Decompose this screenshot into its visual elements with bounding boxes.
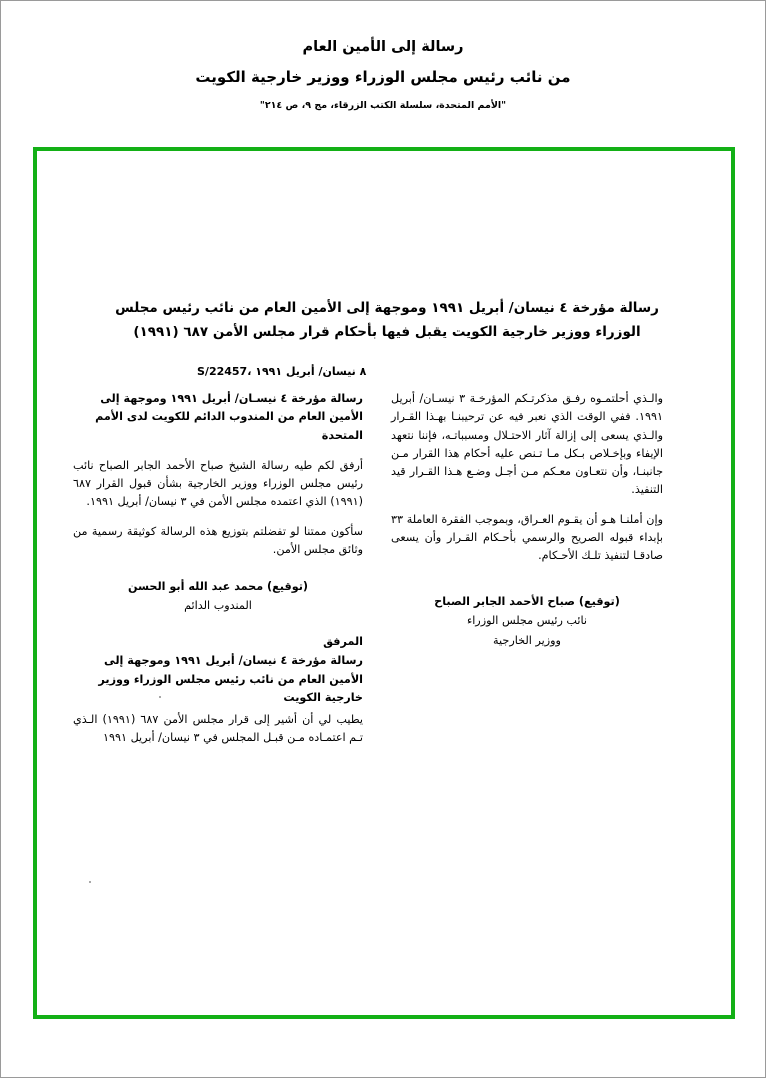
scan-artifact-dot-2: [89, 881, 91, 883]
document-date: ٨ نيسان/ أبريل ١٩٩١: [255, 365, 367, 379]
left-signature-name: (توقيع) صباح الأحمد الجابر الصباح: [434, 594, 620, 608]
right-signature-role: المندوب الدائم: [184, 599, 252, 613]
document-header: [1, 1, 765, 111]
right-column-heading: رسالة مؤرخة ٤ نيسـان/ أبريل ١٩٩١ وموجهة إلى الأمين العام من المندوب الدائم للكويت لدى الأمم المتحدة: [95, 392, 363, 442]
green-border-frame: [33, 147, 735, 1019]
header-source-citation: "الأمم المتحدة، سلسلة الكتب الزرقاء، مج ٩، ص ٢١٤": [259, 100, 507, 111]
left-column-signature: [391, 592, 663, 651]
scan-artifact-dot-1: [159, 696, 161, 698]
annex-body: يطيب لي أن أشير إلى قرار مجلس الأمن ٦٨٧ (١٩٩١) الـذي تـم اعتمـاده مـن قبـل المجلس في ٣ نيسان/ أبريل ١٩٩١: [73, 712, 363, 744]
document-symbol: S/22457: [197, 365, 248, 379]
left-column: [391, 390, 663, 759]
left-signature-role-2: ووزير الخارجية: [493, 633, 561, 647]
left-column-paragraph-2: وإن أملنـا هـو أن يقـوم العـراق، وبموجب الفقرة العاملة ٣٣ بإبداء قبوله الصريح والرسمي بأحـكام القـرار وأن يسعى صادقـا لتنفيذ تلـك الأحـكام.: [391, 513, 663, 563]
document-symbol-line: S/22457، ٨ نيسان/ أبريل ١٩٩١: [197, 365, 367, 379]
two-column-body: [67, 390, 707, 759]
right-column-paragraph-2: سأكون ممتنا لو تفضلتم بتوزيع هذه الرسالة كوثيقة رسمية من وثائق مجلس الأمن.: [73, 525, 363, 557]
document-title: رسالة مؤرخة ٤ نيسان/ أبريل ١٩٩١ وموجهة إلى الأمين العام من نائب رئيس مجلس الوزراء ووزير خارجية الكويت يقبل فيها بأحكام قرار مجلس الأمن ٦٨٧ (١٩٩١): [115, 300, 659, 340]
framed-content: [67, 151, 707, 1015]
left-column-paragraph-1: والـذي أحلتمـوه رفـق مذكرتـكم المؤرخـة ٣ نيسـان/ أبريل ١٩٩١. ففي الوقت الذي نعبر فيه عن ترحيبنـا بهـذا القـرار والـذي يسعى إلى إزالة آثار الاحتـلال ومسبباتـه، فإننا نتعهد الإيفاء وبإخـلاص بـكل مـا تـنص عليه أحكام هذا القرار مـن جانبنـا، وأن نتعـاون معـكم مـن أجـل وضـع هـذا القـرار قيد التنفيذ.: [391, 392, 663, 496]
left-signature-role-1: نائب رئيس مجلس الوزراء: [466, 614, 588, 628]
right-column-signature: [73, 577, 363, 615]
right-signature-name: (توقيع) محمد عبد الله أبو الحسن: [127, 580, 309, 594]
header-title-line-2: من نائب رئيس مجلس الوزراء ووزير خارجية الكويت: [195, 68, 571, 86]
header-title-line-1: رسالة إلى الأمين العام: [302, 39, 464, 55]
annex-title: رسالة مؤرخة ٤ نيسان/ أبريل ١٩٩١ وموجهة إلى الأمين العام من نائب رئيس مجلس الوزراء ووزير خارجية الكويت: [98, 654, 363, 704]
right-column-paragraph-1: أرفق لكم طيه رسالة الشيخ صباح الأحمد الجابر الصباح نائب رئيس مجلس الوزراء ووزير الخارجية بشأن قبول القرار ٦٨٧ (١٩٩١) الذي اعتمده مجلس الأمن في ٣ نيسان/ أبريل ١٩٩١.: [73, 458, 363, 508]
right-column: [73, 390, 363, 759]
annex-label: المرفق: [323, 635, 363, 649]
